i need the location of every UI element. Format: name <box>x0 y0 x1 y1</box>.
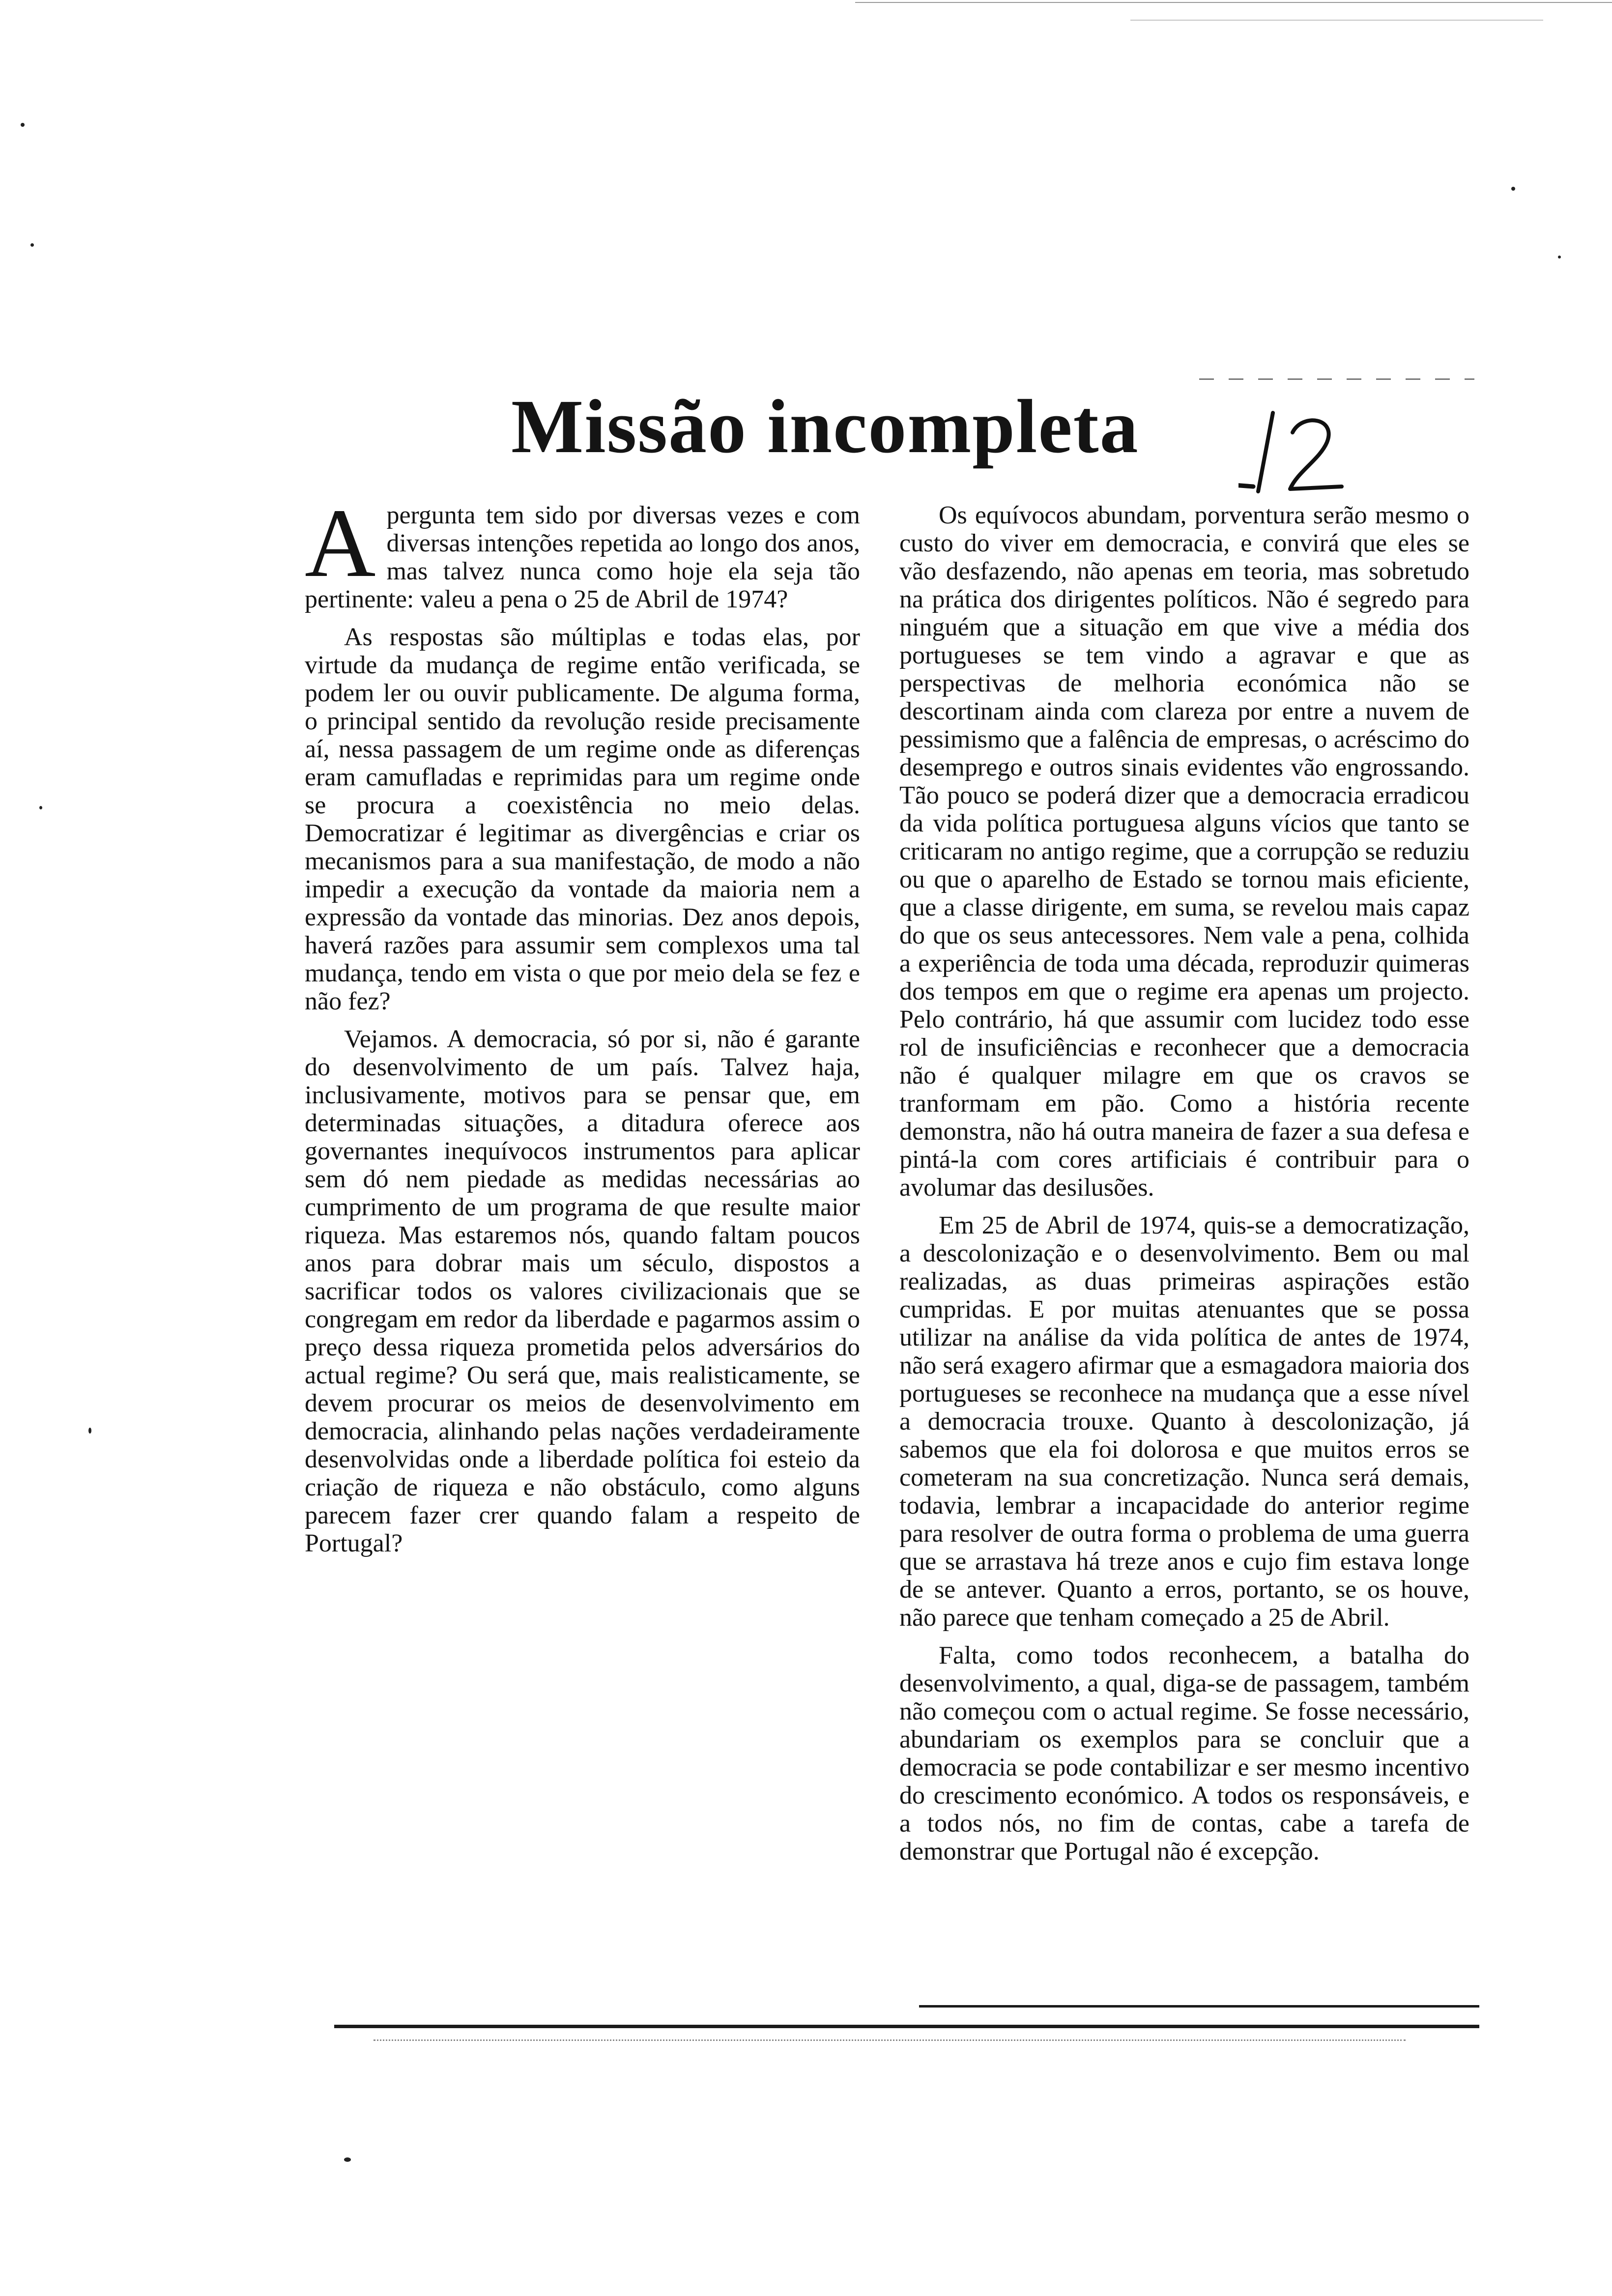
scan-speck <box>39 806 42 809</box>
article-title: Missão incompleta <box>511 384 1139 469</box>
scan-speck <box>1511 187 1515 191</box>
scan-dash-marks <box>1199 378 1474 380</box>
article-bottom-rule <box>334 2025 1479 2028</box>
scan-speck <box>344 2157 351 2162</box>
scan-speck <box>30 243 34 247</box>
article-column-right <box>899 501 1469 1866</box>
paragraph-text: pergunta tem sido por diversas vezes e com diversas intenções repetida ao longo dos anos, mas talvez nunca como hoje ela seja tão pertinente: valeu a pena o 25 de Abril de 1974? <box>305 501 860 613</box>
column-end-rule <box>919 2005 1479 2008</box>
article-column-left <box>305 489 860 1557</box>
drop-cap: A <box>305 489 376 598</box>
article-paragraph: Os equívocos abundam, porventura serão mesmo o custo do viver em democracia, e convirá que eles se vão desfazendo, não apenas em teoria, mas sobretudo na prática dos dirigentes políticos. Não é segredo para ninguém que a situação em que vive a média dos portugueses se tem vindo a agravar e que as perspectivas de melhoria económica não se descortinam ainda com clareza por entre a nuvem de pessimismo que a falência de empresas, o acréscimo do desemprego e outros sinais evidentes vão engrossando. Tão pouco se poderá dizer que a democracia erradicou da vida política portuguesa alguns vícios que tanto se criticaram no antigo regime, que a corrupção se reduziu ou que o aparelho de Estado se tornou mais eficiente, que a classe dirigente, em suma, se revelou mais capaz do que os seus antecessores. Nem vale a pena, colhida a experiência de toda uma década, reproduzir quimeras dos tempos em que o regime era apenas um projecto. Pelo contrário, há que assumir com lucidez todo esse rol de insuficiências e reconhecer que a democracia não é qualquer milagre em que os cravos se tranformam em pão. Como a história recente demonstra, não há outra maneira de fazer a sua defesa e pintá-la com cores artificiais é contribuir para o avolumar das desilusões. <box>899 501 1469 1202</box>
article-paragraph: Vejamos. A democracia, só por si, não é garante do desenvolvimento de um país. Talvez haja, inclusivamente, motivos para se pensar que, em determinadas situações, a ditadura oferece aos governantes inequívocos instrumentos para aplicar sem dó nem piedade as medidas necessárias ao cumprimento de um programa de que resulte maior riqueza. Mas estaremos nós, quando faltam poucos anos para dobrar mais um século, dispostos a sacrificar todos os valores civilizacionais que se congregam em redor da liberdade e pagarmos assim o preço dessa riqueza prometida pelos adversários do actual regime? Ou será que, mais realisticamente, se devem procurar os meios de desenvolvimento em democracia, alinhando pelas nações verdadeiramente desenvolvidas onde a liberdade política foi esteio da criação de riqueza e não obstáculo, como alguns parecem fazer crer quando falam a respeito de Portugal? <box>305 1025 860 1557</box>
scan-edge-line <box>855 2 1612 3</box>
handwritten-page-mark <box>1238 403 1356 501</box>
scan-edge-line <box>1130 20 1543 21</box>
scan-dotted-artifact <box>374 2039 1406 2047</box>
article-paragraph: Falta, como todos reconhecem, a batalha do desenvolvimento, a qual, diga-se de passagem, também não começou com o actual regime. Se fosse necessário, abundariam os exemplos para se concluir que a democracia se pode contabilizar e ser mesmo incentivo do crescimento económico. A todos os responsáveis, e a todos nós, no fim de contas, cabe a tarefa de demonstrar que Portugal não é excepção. <box>899 1641 1469 1866</box>
scan-speck <box>88 1428 91 1434</box>
article-paragraph: Em 25 de Abril de 1974, quis-se a democratização, a descolonização e o desenvolvimento. Bem ou mal realizadas, as duas primeiras aspirações estão cumpridas. E por muitas atenuantes que se possa utilizar na análise da vida política de antes de 1974, não será exagero afirmar que a esmagadora maioria dos portugueses se reconhece na mudança que a esse nível a democracia trouxe. Quanto à descolonização, já sabemos que ela foi dolorosa e que muitos erros se cometeram na sua concretização. Nunca será demais, todavia, lembrar a incapacidade do anterior regime para resolver de outra forma o problema de uma guerra que se arrastava há treze anos e cujo fim estava longe de se antever. Quanto a erros, portanto, se os houve, não parece que tenham começado a 25 de Abril. <box>899 1211 1469 1632</box>
scan-speck <box>21 123 25 127</box>
article-paragraph <box>305 489 860 613</box>
handwritten-page-mark-drawing <box>1238 403 1356 501</box>
scan-speck <box>1558 256 1561 258</box>
article-paragraph: As respostas são múltiplas e todas elas, por virtude da mudança de regime então verificada, se podem ler ou ouvir publicamente. De alguma forma, o principal sentido da revolução reside precisamente aí, nessa passagem de um regime onde as diferenças eram camufladas e reprimidas para um regime onde se procura a coexistência no meio delas. Democratizar é legitimar as divergências e criar os mecanismos para a sua manifestação, de modo a não impedir a execução da vontade da maioria nem a expressão da vontade das minorias. Dez anos depois, haverá razões para assumir sem complexos uma tal mudança, tendo em vista o que por meio dela se fez e não fez? <box>305 623 860 1015</box>
